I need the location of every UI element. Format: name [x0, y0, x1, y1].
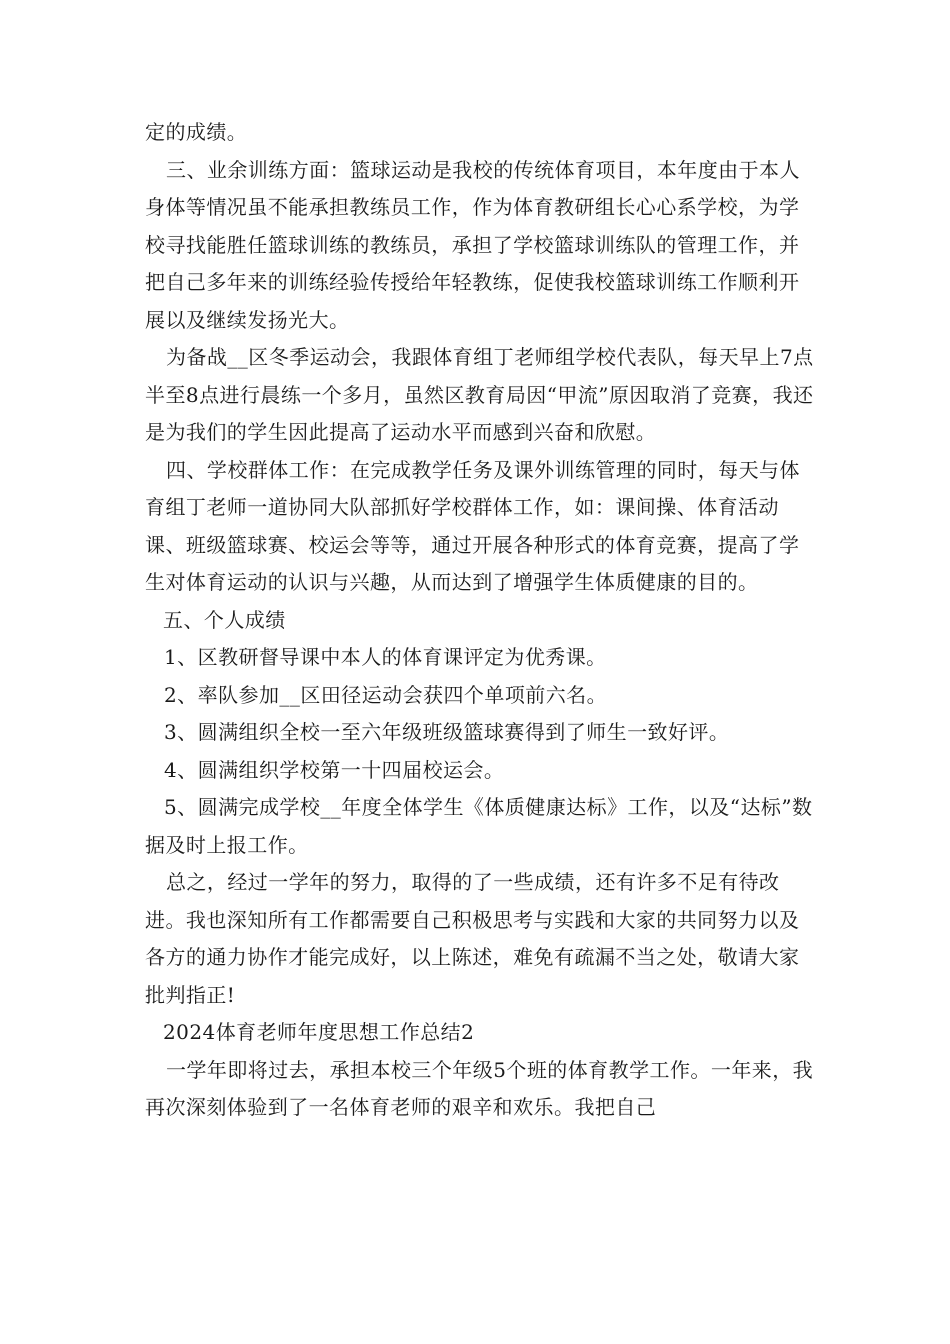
section-heading-achievements: 五、个人成绩: [163, 607, 286, 632]
paragraph-conclusion: 总之，经过一学年的努力，取得的了一些成绩，还有许多不足有待改进。我也深知所有工作都需要自己积极思考与实践和大家的共同努力以及各方的通力协作才能完成好，以上陈述，难免有疏漏不当之处，敬请大家批判指正!: [145, 870, 800, 1007]
document-body: [145, 114, 815, 1127]
paragraph-group-work: 四、学校群体工作：在完成教学任务及课外训练管理的同时，每天与体育组丁老师一道协同大队部抓好学校群体工作，如：课间操、体育活动课、班级篮球赛、校运会等等，通过开展各种形式的体育竞赛，提高了学生对体育运动的认识与兴趣，从而达到了增强学生体质健康的目的。: [145, 457, 800, 594]
achievement-item-3: 3、圆满组织全校一至六年级班级篮球赛得到了师生一致好评。: [164, 720, 730, 744]
achievement-item-5: 5、圆满完成学校__年度全体学生《体质健康达标》工作，以及“达标”数据及时上报工作。: [145, 795, 813, 857]
article-title-2: 2024体育老师年度思想工作总结2: [163, 1020, 475, 1044]
achievement-item-2: 2、率队参加__区田径运动会获四个单项前六名。: [164, 682, 608, 707]
paragraph-intro-2: 一学年即将过去，承担本校三个年级5个班的体育教学工作。一年来，我再次深刻体验到了一名体育老师的艰辛和欢乐。我把自己: [145, 1057, 814, 1119]
paragraph-winter-games: 为备战__区冬季运动会，我跟体育组丁老师组学校代表队，每天早上7点半至8点进行晨练一个多月，虽然区教育局因“甲流”原因取消了竞赛，我还是为我们的学生因此提高了运动水平而感到兴奋和欣慰。: [145, 345, 814, 444]
paragraph-amateur-training: 三、业余训练方面：篮球运动是我校的传统体育项目，本年度由于本人身体等情况虽不能承担教练员工作，作为体育教研组长心心系学校，为学校寻找能胜任篮球训练的教练员，承担了学校篮球训练队的管理工作，并把自己多年来的训练经验传授给年轻教练，促使我校篮球训练工作顺利开展以及继续发扬光大。: [145, 157, 800, 332]
paragraph-continuation: 定的成绩。: [145, 120, 248, 144]
achievement-item-1: 1、区教研督导课中本人的体育课评定为优秀课。: [164, 645, 607, 669]
achievement-item-4: 4、圆满组织学校第一十四届校运会。: [164, 757, 505, 782]
